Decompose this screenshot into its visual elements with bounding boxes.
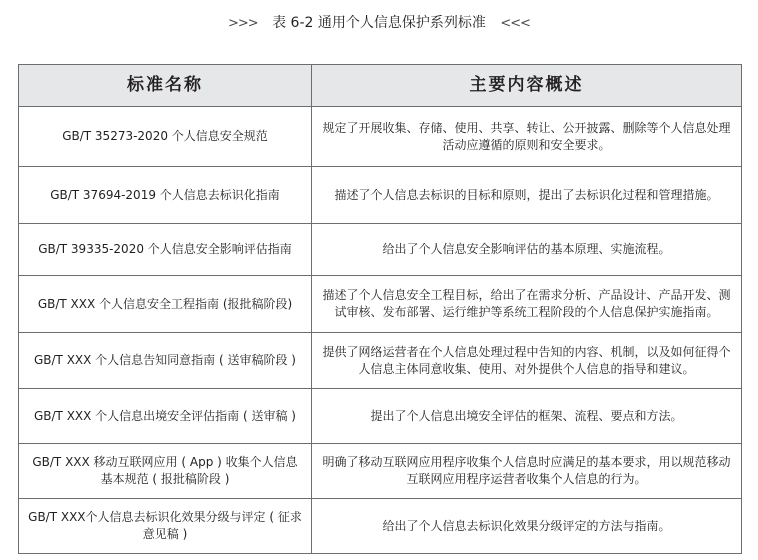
header-content-summary: 主要内容概述 bbox=[312, 65, 742, 107]
caption-left-marker: >>> bbox=[227, 16, 258, 31]
content-summary-cell: 描述了个人信息安全工程目标，给出了在需求分析、产品设计、产品开发、测试审核、发布部署、运行维护等系统工程阶段的个人信息保护实施指南。 bbox=[312, 276, 742, 333]
caption-right-marker: <<< bbox=[500, 16, 531, 31]
content-summary-cell: 规定了开展收集、存储、使用、共享、转让、公开披露、删除等个人信息处理活动应遵循的原则和安全要求。 bbox=[312, 107, 742, 167]
content-summary-cell: 提出了个人信息出境安全评估的框架、流程、要点和方法。 bbox=[312, 389, 742, 444]
header-standard-name: 标准名称 bbox=[19, 65, 312, 107]
standard-name-cell: GB/T 37694-2019 个人信息去标识化指南 bbox=[19, 167, 312, 224]
standard-name-cell: GB/T XXX 个人信息告知同意指南 ( 送审稿阶段 ) bbox=[19, 333, 312, 389]
standard-name-cell: GB/T XXX 个人信息出境安全评估指南 ( 送审稿 ) bbox=[19, 389, 312, 444]
standard-name-cell: GB/T XXX个人信息去标识化效果分级与评定 ( 征求意见稿 ) bbox=[19, 499, 312, 554]
standard-name-cell: GB/T 35273-2020 个人信息安全规范 bbox=[19, 107, 312, 167]
table-header-row bbox=[19, 65, 742, 107]
table-row bbox=[19, 224, 742, 276]
standards-table bbox=[18, 64, 742, 554]
content-summary-cell: 描述了个人信息去标识的目标和原则，提出了去标识化过程和管理措施。 bbox=[312, 167, 742, 224]
table-row bbox=[19, 167, 742, 224]
content-summary-cell: 明确了移动互联网应用程序收集个人信息时应满足的基本要求，用以规范移动互联网应用程序运营者收集个人信息的行为。 bbox=[312, 444, 742, 499]
table-row bbox=[19, 499, 742, 554]
content-summary-cell: 给出了个人信息安全影响评估的基本原理、实施流程。 bbox=[312, 224, 742, 276]
content-summary-cell: 提供了网络运营者在个人信息处理过程中告知的内容、机制，以及如何征得个人信息主体同意收集、使用、对外提供个人信息的指导和建议。 bbox=[312, 333, 742, 389]
standard-name-cell: GB/T XXX 个人信息安全工程指南 (报批稿阶段) bbox=[19, 276, 312, 333]
table-row bbox=[19, 389, 742, 444]
table-row bbox=[19, 276, 742, 333]
table-row bbox=[19, 444, 742, 499]
table-caption bbox=[0, 12, 758, 32]
table-row bbox=[19, 107, 742, 167]
standard-name-cell: GB/T XXX 移动互联网应用 ( App ) 收集个人信息基本规范 ( 报批稿阶段 ) bbox=[19, 444, 312, 499]
content-summary-cell: 给出了个人信息去标识化效果分级评定的方法与指南。 bbox=[312, 499, 742, 554]
table-row bbox=[19, 333, 742, 389]
standard-name-cell: GB/T 39335-2020 个人信息安全影响评估指南 bbox=[19, 224, 312, 276]
caption-title: 表 6-2 通用个人信息保护系列标准 bbox=[272, 15, 486, 31]
